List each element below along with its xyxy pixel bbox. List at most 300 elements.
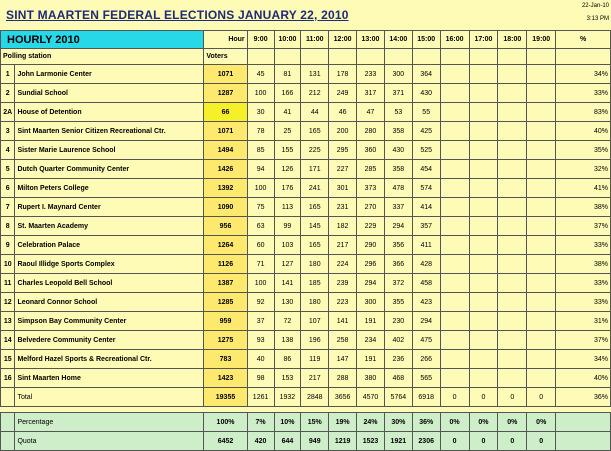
row-number: 13 — [1, 312, 15, 331]
hour-value: 468 — [384, 369, 412, 388]
total-hour-value: 5764 — [384, 388, 412, 407]
hour-value: 93 — [247, 331, 274, 350]
voters-cell: 1275 — [204, 331, 247, 350]
percentage-hour-value: 10% — [274, 413, 301, 432]
table-row — [1, 293, 611, 312]
hour-value: 270 — [357, 198, 385, 217]
hour-value: 428 — [412, 255, 440, 274]
hour-value: 100 — [247, 84, 274, 103]
hour-value — [440, 217, 469, 236]
hour-value: 165 — [301, 122, 329, 141]
table-row — [1, 179, 611, 198]
table-row — [1, 122, 611, 141]
hour-value: 217 — [329, 236, 357, 255]
empty-cell — [357, 49, 385, 65]
hour-value: 182 — [329, 217, 357, 236]
hour-value — [440, 65, 469, 84]
table-row — [1, 217, 611, 236]
hour-value — [498, 179, 527, 198]
table-row — [1, 369, 611, 388]
percentage-voters: 100% — [204, 413, 247, 432]
hour-value — [527, 160, 556, 179]
hour-value: 176 — [274, 179, 301, 198]
hour-value — [498, 84, 527, 103]
hour-value: 47 — [357, 103, 385, 122]
pct-value: 40% — [556, 369, 611, 388]
hour-value — [498, 198, 527, 217]
hour-value: 141 — [329, 312, 357, 331]
quota-hour-value: 949 — [301, 432, 329, 451]
hour-value: 200 — [329, 122, 357, 141]
blank-cell — [1, 432, 15, 451]
hour-value — [469, 236, 498, 255]
hour-value: 180 — [301, 293, 329, 312]
hour-value — [527, 65, 556, 84]
date-stamp — [582, 0, 609, 26]
hour-value: 296 — [357, 255, 385, 274]
hour-value: 63 — [247, 217, 274, 236]
station-name: Sundial School — [15, 84, 204, 103]
hour-value — [440, 198, 469, 217]
percentage-hour-value: 15% — [301, 413, 329, 432]
station-name: Celebration Palace — [15, 236, 204, 255]
hour-value: 360 — [357, 141, 385, 160]
hour-value — [440, 141, 469, 160]
hour-value: 100 — [247, 274, 274, 293]
quota-hour-value: 0 — [440, 432, 469, 451]
quota-hour-value: 2306 — [412, 432, 440, 451]
hour-value — [498, 312, 527, 331]
blank-cell — [1, 388, 15, 407]
voters-cell: 1287 — [204, 84, 247, 103]
hour-value: 78 — [247, 122, 274, 141]
hour-value: 430 — [384, 141, 412, 160]
row-number: 1 — [1, 65, 15, 84]
empty-cell — [329, 49, 357, 65]
voters-cell: 1426 — [204, 160, 247, 179]
hour-value: 357 — [412, 217, 440, 236]
hour-value: 288 — [329, 369, 357, 388]
hour-value: 249 — [329, 84, 357, 103]
hour-value: 127 — [274, 255, 301, 274]
pct-value: 35% — [556, 141, 611, 160]
hour-header: 17:00 — [469, 31, 498, 49]
row-number: 8 — [1, 217, 15, 236]
hour-value: 196 — [301, 331, 329, 350]
hour-value: 425 — [412, 122, 440, 141]
hour-value — [469, 255, 498, 274]
percentage-hour-value: 0% — [469, 413, 498, 432]
pct-value: 31% — [556, 312, 611, 331]
hour-value: 380 — [357, 369, 385, 388]
hour-value: 30 — [247, 103, 274, 122]
hour-value: 53 — [384, 103, 412, 122]
quota-voters: 6452 — [204, 432, 247, 451]
row-number: 7 — [1, 198, 15, 217]
quota-hour-value: 1219 — [329, 432, 357, 451]
hour-value — [527, 179, 556, 198]
hour-value: 225 — [301, 141, 329, 160]
hour-value: 92 — [247, 293, 274, 312]
hour-value — [440, 312, 469, 331]
pct-value: 37% — [556, 217, 611, 236]
hour-value: 229 — [357, 217, 385, 236]
voters-cell: 956 — [204, 217, 247, 236]
hour-value — [469, 350, 498, 369]
hour-value — [469, 217, 498, 236]
hour-value: 165 — [301, 236, 329, 255]
hour-value — [440, 331, 469, 350]
total-row — [1, 388, 611, 407]
hour-value: 236 — [384, 350, 412, 369]
hour-value: 258 — [329, 331, 357, 350]
header-row — [1, 31, 611, 49]
station-name: St. Maarten Academy — [15, 217, 204, 236]
voters-cell: 66 — [204, 103, 247, 122]
hourly-title: HOURLY 2010 — [1, 31, 204, 49]
hour-value — [498, 65, 527, 84]
table-row — [1, 255, 611, 274]
station-name: Melford Hazel Sports & Recreational Ctr. — [15, 350, 204, 369]
station-name: Sint Maarten Home — [15, 369, 204, 388]
percentage-hour-value: 0% — [527, 413, 556, 432]
hour-value: 458 — [412, 274, 440, 293]
polling-station-label: Polling station — [1, 49, 204, 65]
hour-value: 155 — [274, 141, 301, 160]
voters-cell: 783 — [204, 350, 247, 369]
page-title: SINT MAARTEN FEDERAL ELECTIONS JANUARY 22, 2010 — [6, 8, 349, 22]
hour-value — [440, 255, 469, 274]
hour-value: 147 — [329, 350, 357, 369]
total-pct: 36% — [556, 388, 611, 407]
pct-value: 40% — [556, 122, 611, 141]
pct-value: 33% — [556, 274, 611, 293]
hour-value — [527, 331, 556, 350]
table-row — [1, 141, 611, 160]
percentage-label: Percentage — [15, 413, 204, 432]
voters-cell: 1285 — [204, 293, 247, 312]
table-row — [1, 198, 611, 217]
hour-header: 14:00 — [384, 31, 412, 49]
total-hour-value: 0 — [498, 388, 527, 407]
hour-value: 40 — [247, 350, 274, 369]
hour-value: 141 — [274, 274, 301, 293]
hour-value — [498, 350, 527, 369]
percentage-hour-value: 0% — [498, 413, 527, 432]
hour-value — [498, 141, 527, 160]
hour-value — [527, 274, 556, 293]
percentage-row — [1, 413, 611, 432]
hour-value — [469, 274, 498, 293]
hour-value: 301 — [329, 179, 357, 198]
hour-value: 119 — [301, 350, 329, 369]
hour-value — [469, 84, 498, 103]
hour-value: 358 — [384, 122, 412, 141]
hour-value: 71 — [247, 255, 274, 274]
total-hour-value: 6918 — [412, 388, 440, 407]
hour-value: 525 — [412, 141, 440, 160]
hour-value: 411 — [412, 236, 440, 255]
station-name: Simpson Bay Community Center — [15, 312, 204, 331]
hour-value: 178 — [329, 65, 357, 84]
hour-value: 430 — [412, 84, 440, 103]
empty-cell — [247, 49, 274, 65]
hour-value: 227 — [329, 160, 357, 179]
hour-value — [498, 255, 527, 274]
pct-value: 37% — [556, 331, 611, 350]
empty-cell — [440, 49, 469, 65]
hour-value — [527, 122, 556, 141]
total-hour-value: 1932 — [274, 388, 301, 407]
hour-value: 138 — [274, 331, 301, 350]
station-name: Leonard Connor School — [15, 293, 204, 312]
hour-value: 37 — [247, 312, 274, 331]
row-number: 10 — [1, 255, 15, 274]
hour-value: 217 — [301, 369, 329, 388]
hour-value — [440, 274, 469, 293]
hour-value: 241 — [301, 179, 329, 198]
total-hour-value: 0 — [469, 388, 498, 407]
hour-value: 212 — [301, 84, 329, 103]
hour-value — [527, 236, 556, 255]
quota-hour-value: 644 — [274, 432, 301, 451]
voters-cell: 1090 — [204, 198, 247, 217]
hour-value — [527, 312, 556, 331]
hour-value: 337 — [384, 198, 412, 217]
hour-value: 234 — [357, 331, 385, 350]
hour-value: 165 — [301, 198, 329, 217]
station-name: House of Detention — [15, 103, 204, 122]
row-number: 15 — [1, 350, 15, 369]
hour-label: Hour — [204, 31, 247, 49]
hour-value: 454 — [412, 160, 440, 179]
hour-value: 86 — [274, 350, 301, 369]
hour-header: 13:00 — [357, 31, 385, 49]
hour-value — [527, 350, 556, 369]
hour-header: 9:00 — [247, 31, 274, 49]
hour-value: 478 — [384, 179, 412, 198]
pct-value: 34% — [556, 65, 611, 84]
pct-value: 38% — [556, 255, 611, 274]
hour-value: 107 — [301, 312, 329, 331]
time-text: 3:13 PM — [586, 16, 609, 22]
hour-value: 41 — [274, 103, 301, 122]
hour-value — [440, 369, 469, 388]
hour-value — [527, 293, 556, 312]
hour-value — [469, 141, 498, 160]
subheader-row — [1, 49, 611, 65]
blank-cell — [1, 413, 15, 432]
empty-cell — [384, 49, 412, 65]
hour-value — [469, 160, 498, 179]
hour-header: 15:00 — [412, 31, 440, 49]
hour-value: 373 — [357, 179, 385, 198]
empty-cell — [498, 49, 527, 65]
voters-cell: 1423 — [204, 369, 247, 388]
total-hour-value: 0 — [527, 388, 556, 407]
hour-value: 103 — [274, 236, 301, 255]
hour-value — [527, 84, 556, 103]
total-label: Total — [15, 388, 204, 407]
hour-value: 100 — [247, 179, 274, 198]
hour-value: 358 — [384, 160, 412, 179]
hour-value: 171 — [301, 160, 329, 179]
hour-value — [469, 331, 498, 350]
station-name: Dutch Quarter Community Center — [15, 160, 204, 179]
hour-value: 300 — [357, 293, 385, 312]
hour-value: 98 — [247, 369, 274, 388]
hour-value — [469, 65, 498, 84]
hour-value: 224 — [329, 255, 357, 274]
hour-value: 355 — [384, 293, 412, 312]
hour-value — [440, 293, 469, 312]
hour-value — [469, 293, 498, 312]
hour-value: 475 — [412, 331, 440, 350]
hour-value: 423 — [412, 293, 440, 312]
hour-value: 295 — [329, 141, 357, 160]
row-number: 16 — [1, 369, 15, 388]
hour-value: 85 — [247, 141, 274, 160]
hour-value: 317 — [357, 84, 385, 103]
voters-cell: 1392 — [204, 179, 247, 198]
voters-cell: 1071 — [204, 65, 247, 84]
hour-value — [498, 369, 527, 388]
pct-value: 34% — [556, 350, 611, 369]
quota-row — [1, 432, 611, 451]
pct-value: 83% — [556, 103, 611, 122]
hour-value: 180 — [301, 255, 329, 274]
quota-hour-value: 420 — [247, 432, 274, 451]
hour-value: 294 — [384, 217, 412, 236]
hour-value — [440, 84, 469, 103]
percentage-hour-value: 30% — [384, 413, 412, 432]
station-name: Rupert I. Maynard Center — [15, 198, 204, 217]
hour-value: 366 — [384, 255, 412, 274]
percentage-hour-value: 36% — [412, 413, 440, 432]
hour-value — [440, 103, 469, 122]
quota-hour-value: 0 — [469, 432, 498, 451]
total-hour-value: 3656 — [329, 388, 357, 407]
percentage-hour-value: 0% — [440, 413, 469, 432]
quota-label: Quota — [15, 432, 204, 451]
hour-value: 371 — [384, 84, 412, 103]
hour-value: 223 — [329, 293, 357, 312]
hour-value: 166 — [274, 84, 301, 103]
hour-value: 372 — [384, 274, 412, 293]
hour-value: 44 — [301, 103, 329, 122]
hour-value: 99 — [274, 217, 301, 236]
hour-value — [469, 312, 498, 331]
hour-header: 16:00 — [440, 31, 469, 49]
hour-value — [440, 179, 469, 198]
quota-hour-value: 1921 — [384, 432, 412, 451]
quota-hour-value: 0 — [527, 432, 556, 451]
voters-cell: 1071 — [204, 122, 247, 141]
hour-value — [469, 198, 498, 217]
hour-value: 239 — [329, 274, 357, 293]
hour-value: 185 — [301, 274, 329, 293]
voters-cell: 1264 — [204, 236, 247, 255]
hour-value — [440, 122, 469, 141]
hour-value — [527, 103, 556, 122]
percentage-hour-value: 7% — [247, 413, 274, 432]
table-row — [1, 65, 611, 84]
pct-value: 33% — [556, 84, 611, 103]
hour-value: 94 — [247, 160, 274, 179]
hour-value: 230 — [384, 312, 412, 331]
voters-cell: 1494 — [204, 141, 247, 160]
hour-value: 46 — [329, 103, 357, 122]
empty-cell — [274, 49, 301, 65]
pct-value: 33% — [556, 236, 611, 255]
station-name: Belvedere Community Center — [15, 331, 204, 350]
hour-value: 294 — [412, 312, 440, 331]
hour-value — [498, 122, 527, 141]
total-hour-value: 1261 — [247, 388, 274, 407]
hour-value — [498, 274, 527, 293]
hour-header: 18:00 — [498, 31, 527, 49]
hour-value — [469, 369, 498, 388]
percentage-pct — [556, 413, 611, 432]
hour-value — [527, 198, 556, 217]
row-number: 2A — [1, 103, 15, 122]
row-number: 11 — [1, 274, 15, 293]
pct-value: 38% — [556, 198, 611, 217]
table-row — [1, 160, 611, 179]
voters-label: Voters — [204, 49, 247, 65]
hour-value — [440, 350, 469, 369]
hour-value: 414 — [412, 198, 440, 217]
hour-value: 130 — [274, 293, 301, 312]
hour-value — [440, 236, 469, 255]
hour-value: 191 — [357, 312, 385, 331]
station-name: Sint Maarten Senior Citizen Recreational Ctr. — [15, 122, 204, 141]
hour-value: 75 — [247, 198, 274, 217]
pct-header: % — [556, 31, 611, 49]
hour-value: 364 — [412, 65, 440, 84]
table-row — [1, 274, 611, 293]
hour-value: 113 — [274, 198, 301, 217]
hour-value — [527, 255, 556, 274]
row-number: 6 — [1, 179, 15, 198]
row-number: 3 — [1, 122, 15, 141]
hour-value: 574 — [412, 179, 440, 198]
hour-value — [527, 369, 556, 388]
hour-value — [469, 122, 498, 141]
hour-value: 231 — [329, 198, 357, 217]
hour-value: 72 — [274, 312, 301, 331]
empty-cell — [556, 49, 611, 65]
row-number: 12 — [1, 293, 15, 312]
total-hour-value: 2848 — [301, 388, 329, 407]
hour-value: 60 — [247, 236, 274, 255]
hour-value — [469, 179, 498, 198]
hour-value — [527, 141, 556, 160]
hour-value — [498, 236, 527, 255]
voters-cell: 959 — [204, 312, 247, 331]
hour-header: 12:00 — [329, 31, 357, 49]
hour-value: 25 — [274, 122, 301, 141]
table-row — [1, 350, 611, 369]
hour-value — [440, 160, 469, 179]
hour-value: 233 — [357, 65, 385, 84]
hour-value — [498, 331, 527, 350]
hour-value: 153 — [274, 369, 301, 388]
voters-cell: 1387 — [204, 274, 247, 293]
voters-cell: 1126 — [204, 255, 247, 274]
hour-value: 45 — [247, 65, 274, 84]
station-name: John Larmonie Center — [15, 65, 204, 84]
